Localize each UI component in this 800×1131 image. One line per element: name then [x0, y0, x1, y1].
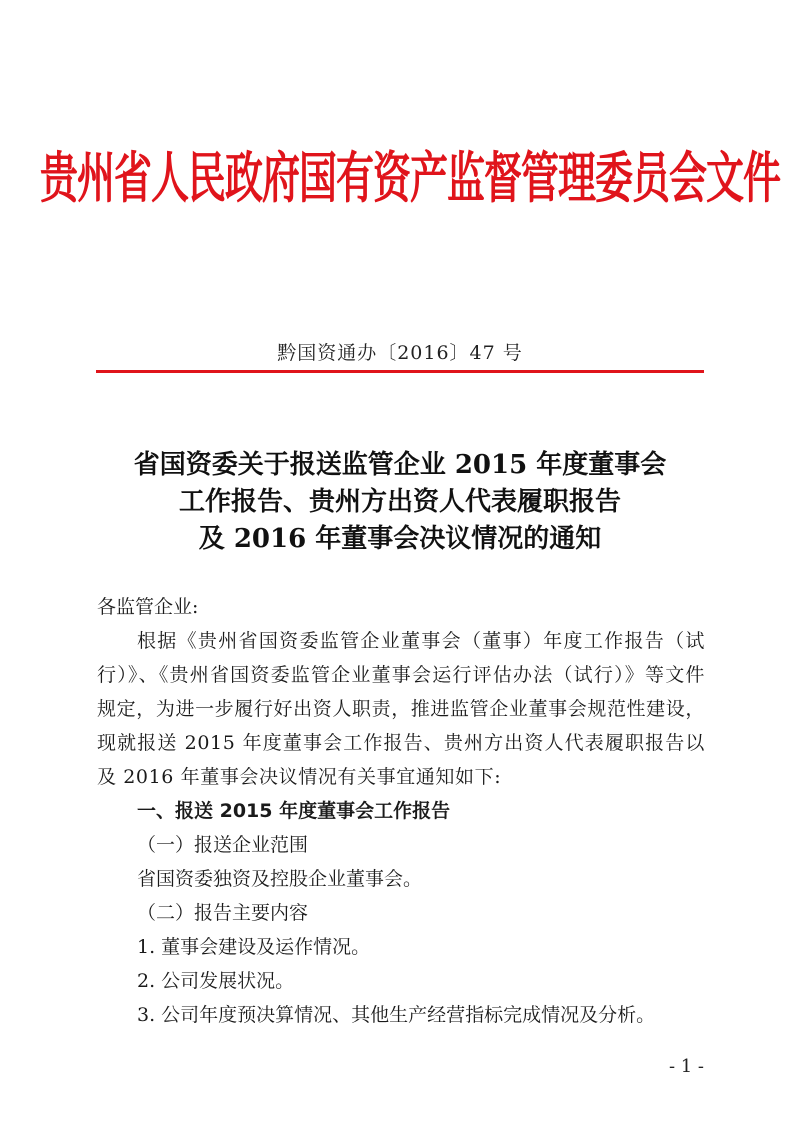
title-line-3: 及 2016 年董事会决议情况的通知 [198, 524, 602, 554]
subsection-1-text: 省国资委独资及控股企业董事会。 [137, 868, 423, 890]
list-item: 3. 公司年度预决算情况、其他生产经营指标完成情况及分析。 [137, 1004, 656, 1026]
list-item: 2. 公司发展状况。 [137, 970, 295, 992]
page-number: - 1 - [668, 1056, 704, 1077]
document-number: 黔国资通办〔2016〕47 号 [277, 342, 523, 364]
document-body [97, 590, 705, 1032]
document-title [60, 447, 740, 558]
title-line-1: 省国资委关于报送监管企业 2015 年度董事会 [133, 450, 667, 480]
intro-paragraph: 根据《贵州省国资委监管企业董事会（董事）年度工作报告（试行）》、《贵州省国资委监管企业董事会运行评估办法（试行）》等文件规定，为进一步履行好出资人职责，推进监管企业董事会规范性建设，现就报送 2015 年度董事会工作报告、贵州方出资人代表履职报告以及 2016 年董事会决议情况有关事宜通知如下: [97, 630, 705, 788]
title-line-2: 工作报告、贵州方出资人代表履职报告 [178, 487, 621, 517]
section-1-heading: 一、报送 2015 年度董事会工作报告 [137, 800, 451, 822]
subsection-2-heading: （二）报告主要内容 [137, 902, 309, 924]
red-divider-line [96, 370, 704, 373]
salutation: 各监管企业: [97, 596, 199, 618]
masthead-text: 贵州省人民政府国有资产监督管理委员会文件 [40, 144, 781, 210]
subsection-1-heading: （一）报送企业范围 [137, 834, 309, 856]
document-masthead [40, 144, 781, 210]
list-item: 1. 董事会建设及运作情况。 [137, 936, 371, 958]
